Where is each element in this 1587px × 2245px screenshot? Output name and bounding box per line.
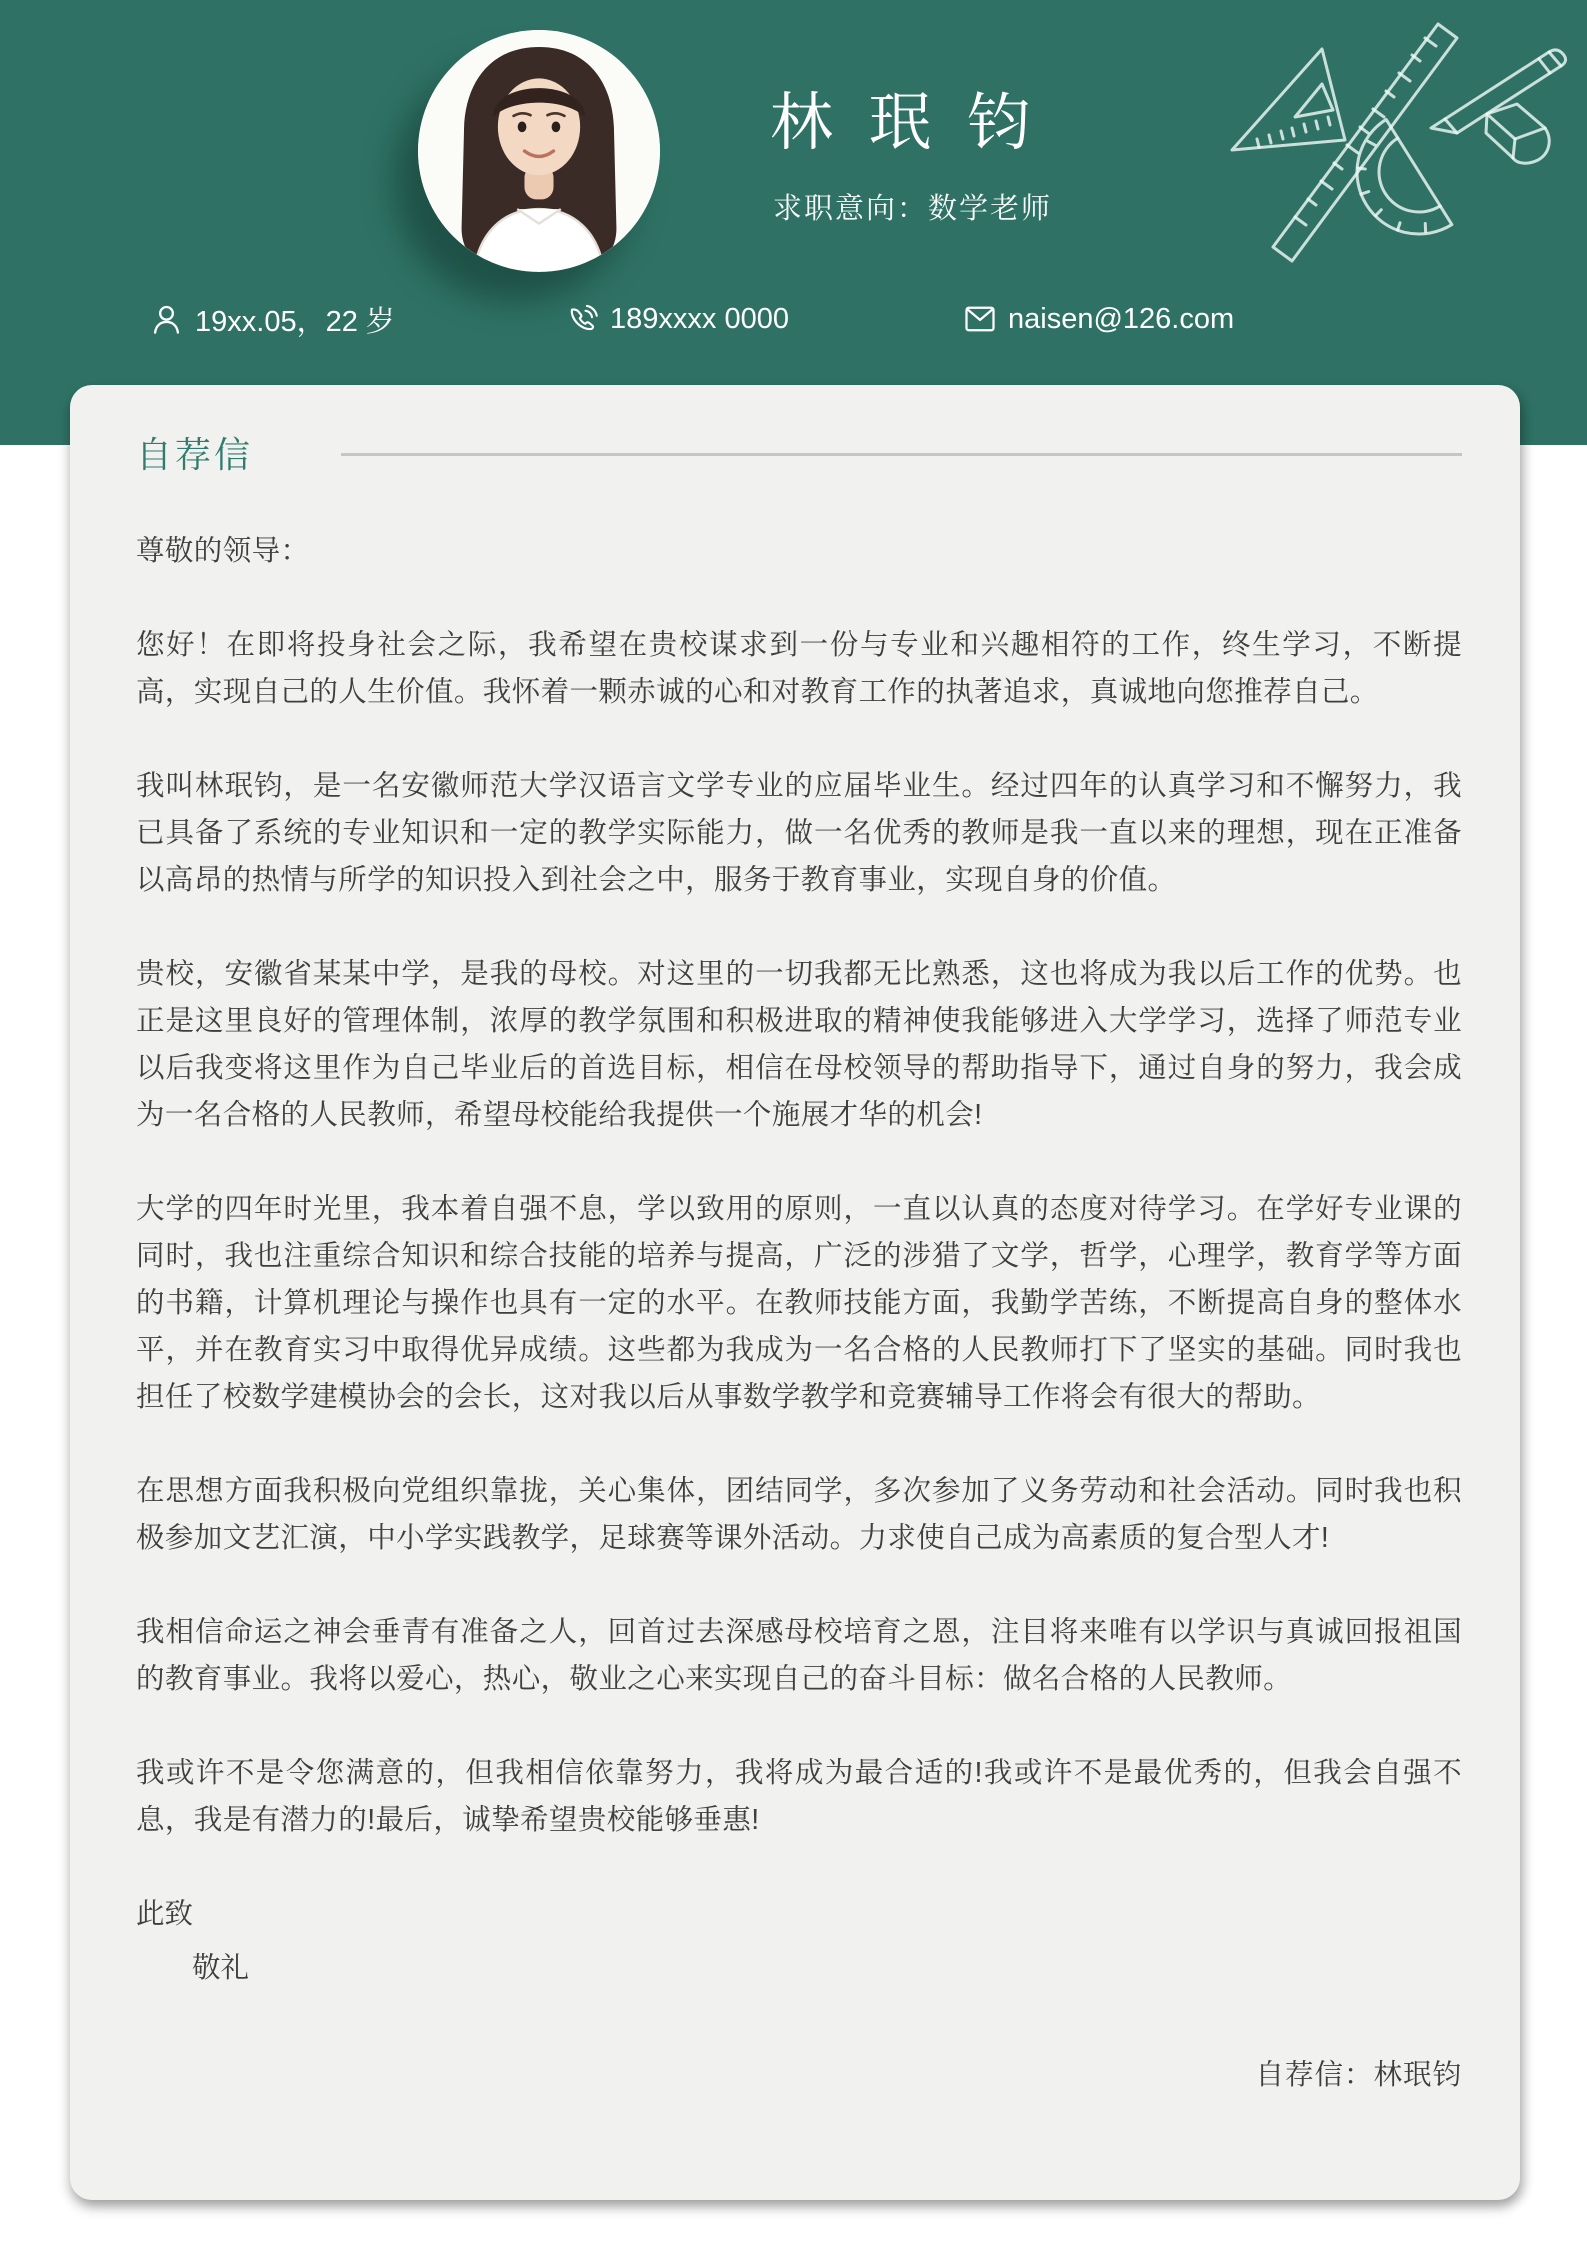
letter-paragraph: 您好！在即将投身社会之际，我希望在贵校谋求到一份与专业和兴趣相符的工作，终生学习，不断提高，实现自己的人生价值。我怀着一颗赤诚的心和对教育工作的执著追求，真诚地向您推荐自己。 <box>136 629 1462 708</box>
letter-salutation: 尊敬的领导： <box>136 535 310 567</box>
phone-icon <box>566 302 600 336</box>
letter-title: 自荐信 <box>136 434 254 475</box>
contact-email-text: naisen@126.com <box>1008 302 1235 335</box>
title-divider <box>341 453 1462 456</box>
chalk-stationery-illustration <box>1195 16 1587 268</box>
letter-paragraph: 在思想方面我积极向党组织靠拢，关心集体，团结同学，多次参加了义务劳动和社会活动。同时我也积极参加文艺汇演，中小学实践教学，足球赛等课外活动。力求使自己成为高素质的复合型人才! <box>136 1475 1462 1554</box>
contact-email <box>962 296 1234 342</box>
contact-birth-age-text: 19xx.05，22 岁 <box>195 305 395 338</box>
letter-paragraph: 我叫林珉钧，是一名安徽师范大学汉语言文学专业的应届毕业生。经过四年的认真学习和不懈努力，我已具备了系统的专业知识和一定的教学实际能力，做一名优秀的教师是我一直以来的理想，现在正准备以高昂的热情与所学的知识投入到社会之中，服务于教育事业，实现自身的价值。 <box>136 770 1462 896</box>
header-banner <box>0 0 1587 445</box>
profile-photo <box>418 30 660 272</box>
letter-signature: 自荐信：林珉钧 <box>1255 2059 1462 2091</box>
job-intention: 求职意向：数学老师 <box>773 193 1053 225</box>
candidate-name: 林 珉 钧 <box>770 88 1040 158</box>
letter-paragraph: 我相信命运之神会垂青有准备之人，回首过去深感母校培育之恩，注目将来唯有以学识与真诚回报祖国的教育事业。我将以爱心，热心，敬业之心来实现自己的奋斗目标：做名合格的人民教师。 <box>136 1616 1462 1695</box>
letter-paragraph: 贵校，安徽省某某中学，是我的母校。对这里的一切我都无比熟悉，这也将成为我以后工作的优势。也正是这里良好的管理体制，浓厚的教学氛围和积极进取的精神使我能够进入大学学习，选择了师范专业以后我变将这里作为自己毕业后的首选目标，相信在母校领导的帮助指导下，通过自身的努力，我会成为一名合格的人民教师，希望母校能给我提供一个施展才华的机会! <box>136 958 1462 1131</box>
mail-icon <box>962 301 998 337</box>
letter-paragraph: 大学的四年时光里，我本着自强不息，学以致用的原则，一直以认真的态度对待学习。在学好专业课的同时，我也注重综合知识和综合技能的培养与提高，广泛的涉猎了文学，哲学，心理学，教育学等方面的书籍，计算机理论与操作也具有一定的水平。在教师技能方面，我勤学苦练，不断提高自身的整体水平，并在教育实习中取得优异成绩。这些都为我成为一名合格的人民教师打下了坚实的基础。同时我也担任了校数学建模协会的会长，这对我以后从事数学教学和竞赛辅导工作将会有很大的帮助。 <box>136 1193 1462 1413</box>
letter-title-row <box>136 427 1462 478</box>
contact-phone-text: 189xxxx 0000 <box>610 302 789 335</box>
closing-jingli: 敬礼 <box>192 1952 250 1984</box>
profile-photo-avatar <box>418 30 660 272</box>
letter-paragraph: 我或许不是令您满意的，但我相信依靠努力，我将成为最合适的!我或许不是最优秀的，但我会自强不息，我是有潜力的!最后，诚挚希望贵校能够垂惠! <box>136 1757 1462 1836</box>
closing-cizhi: 此致 <box>136 1898 194 1930</box>
contact-phone <box>566 296 789 342</box>
letter-body <box>136 528 1462 1844</box>
cover-letter-card <box>70 385 1520 2200</box>
person-icon <box>148 301 185 338</box>
contact-birth-age <box>148 296 395 342</box>
